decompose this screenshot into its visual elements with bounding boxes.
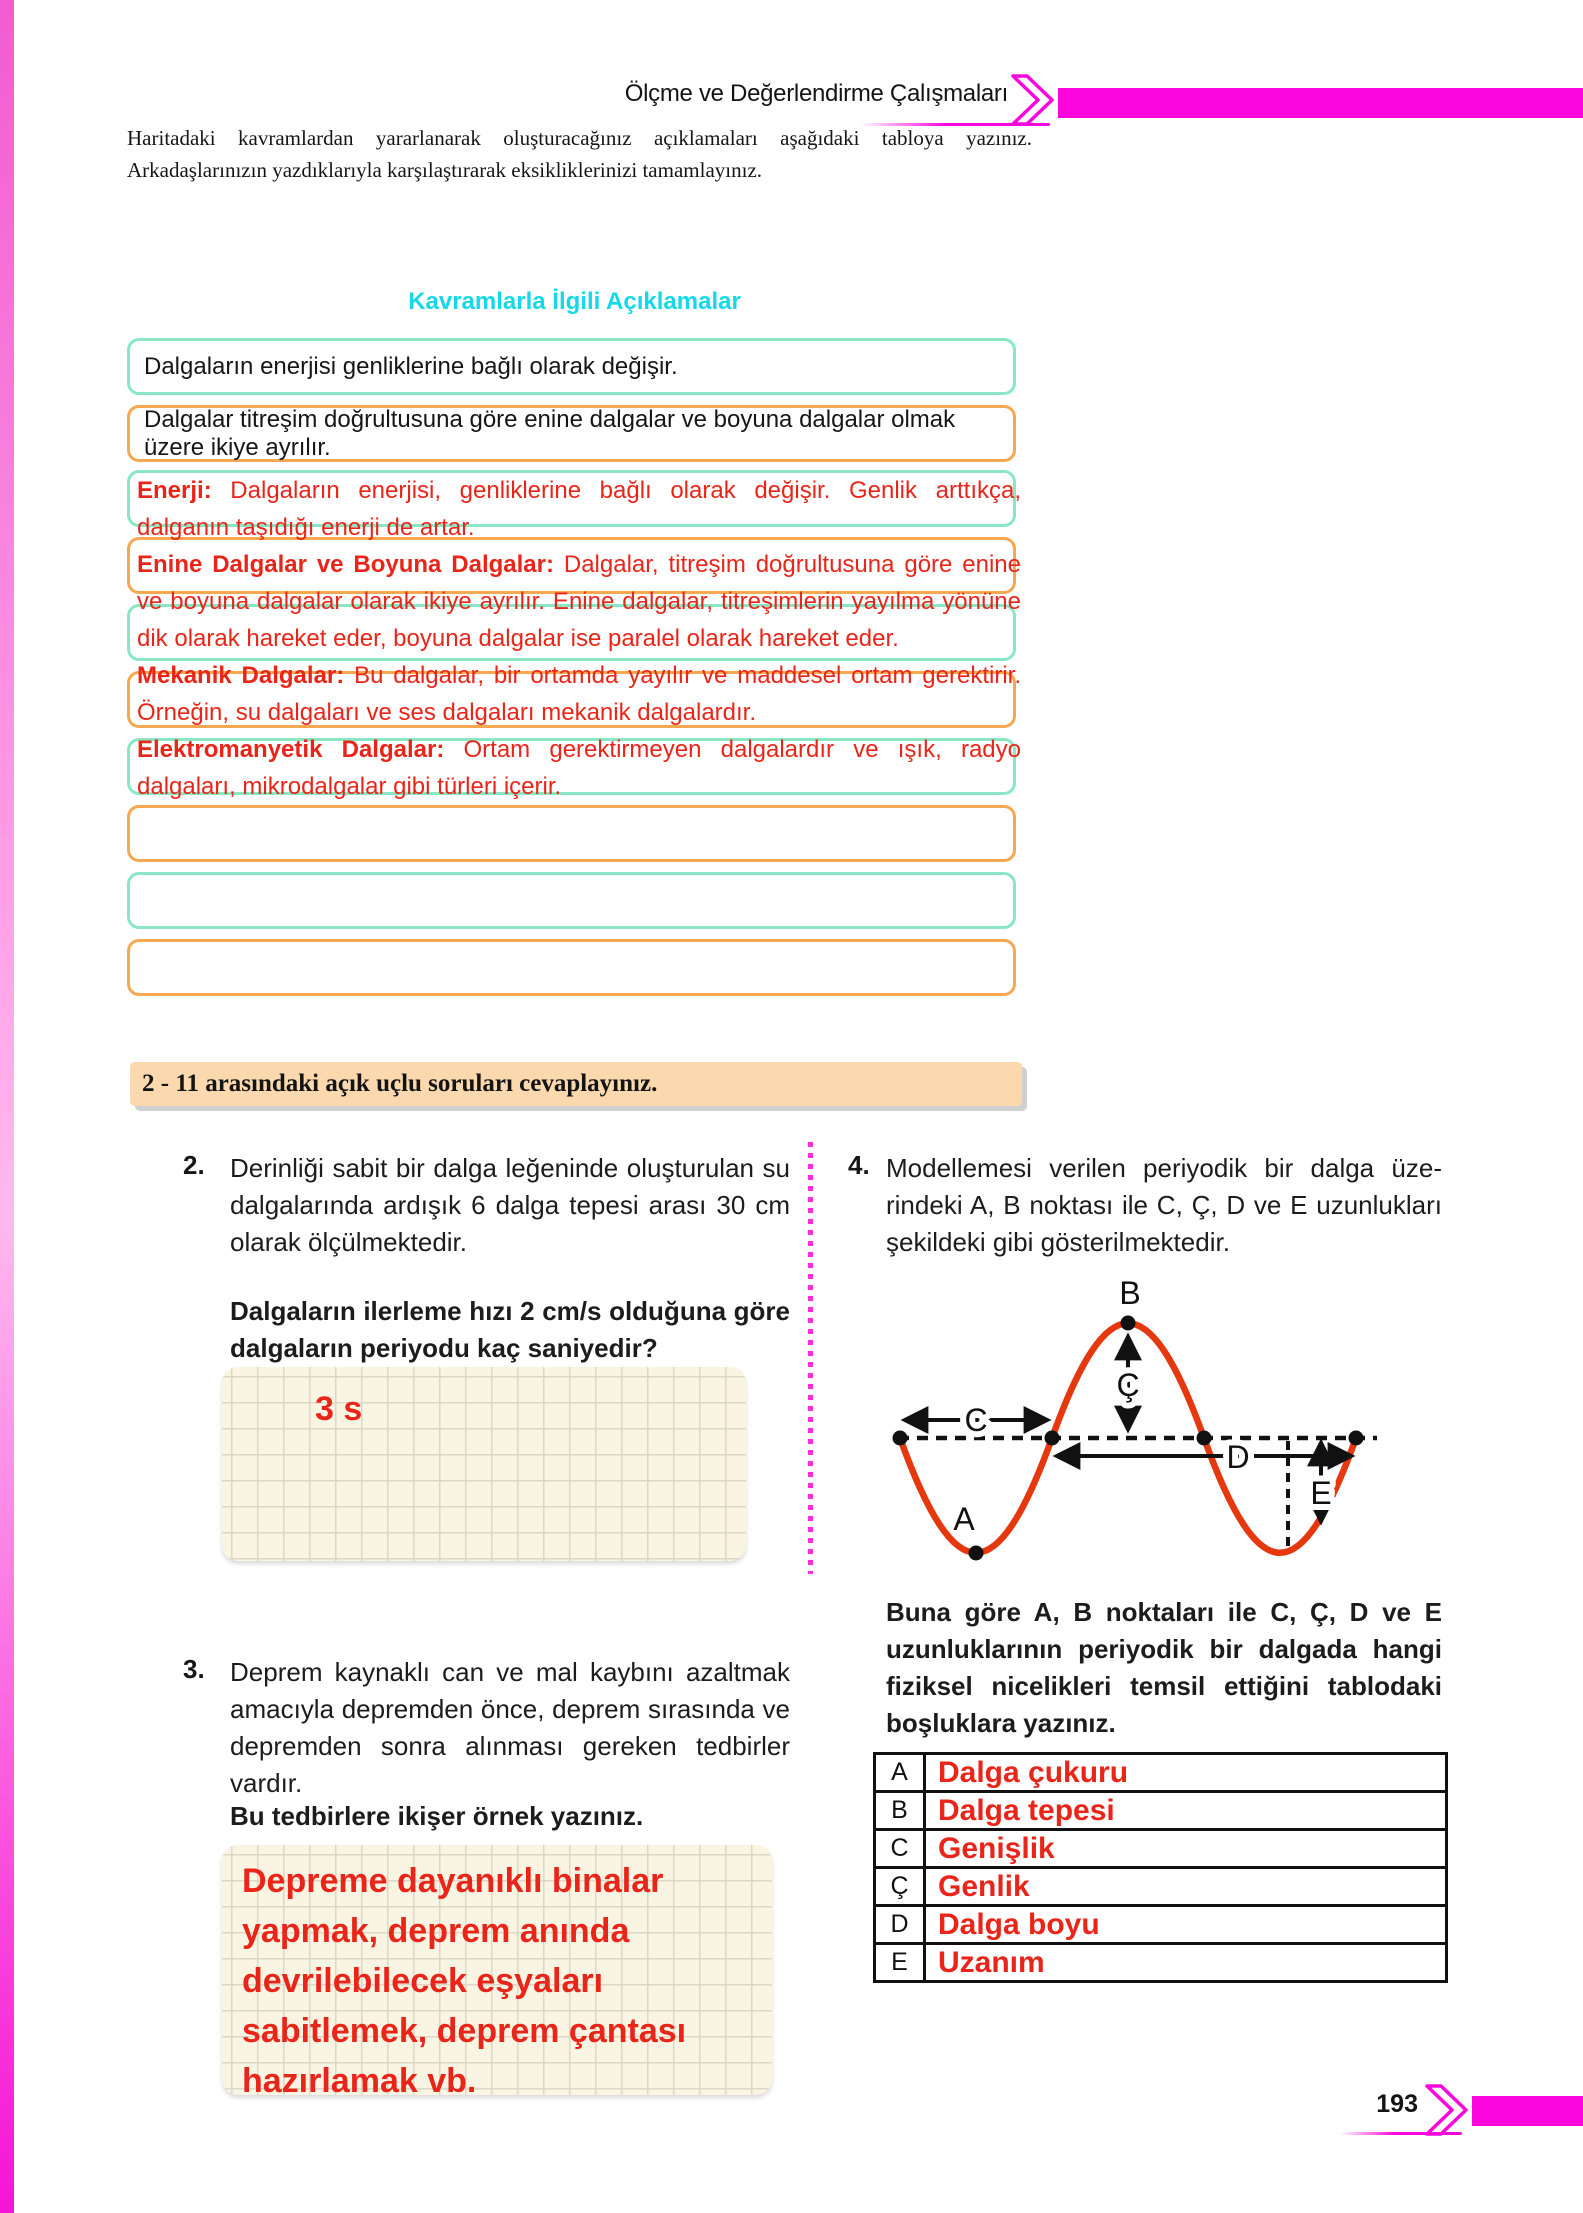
concept-box-9-empty bbox=[127, 872, 1016, 929]
row-key: C bbox=[875, 1830, 925, 1868]
crest-dot-B bbox=[1121, 1316, 1136, 1331]
node-dot bbox=[1349, 1431, 1364, 1446]
question-2-number: 2. bbox=[183, 1150, 205, 1180]
question-4-number: 4. bbox=[848, 1150, 870, 1180]
label-C-cedilla: Ç bbox=[1116, 1367, 1140, 1403]
label-A: A bbox=[953, 1501, 975, 1537]
handwritten-concept-answers bbox=[137, 472, 1021, 805]
question-4-text: Modellemesi verilen periyodik bir dalga üzerindeki A, B noktası ile C, Ç, D ve E uzunlukları şekildeki gibi gösterilmektedir. bbox=[886, 1153, 1442, 1257]
concept-box-8 bbox=[127, 805, 1016, 862]
footer-accent-bar bbox=[1472, 2096, 1583, 2126]
node-dot bbox=[1045, 1431, 1060, 1446]
question-2-prompt: Dalgaların ilerleme hızı 2 cm/s olduğuna göre dalgaların periyodu kaç saniyedir? bbox=[230, 1296, 790, 1363]
table-row bbox=[875, 1868, 1447, 1906]
concept-box-10-empty bbox=[127, 939, 1016, 996]
question-3-answer: Depreme dayanıklı binalar yapmak, deprem anında devrilebilecek eşyaları sabitlemek, deprem çantası hazırlamak vb. bbox=[242, 1862, 687, 2100]
concept-box-2-text: Dalgalar titreşim doğrultusuna göre enine dalgalar ve boyuna dalgalar olmak üzere ikiye ayrılır. bbox=[144, 405, 956, 461]
question-2-text: Derinliği sabit bir dalga leğeninde oluşturulan su dalgalarında ardışık 6 dalga tepesi arası 30 cm olarak ölçülmektedir. bbox=[230, 1153, 790, 1257]
label-B: B bbox=[1119, 1275, 1141, 1311]
section-banner: 2 - 11 arasındaki açık uçlu soruları cevaplayınız. bbox=[130, 1062, 1022, 1106]
row-key: B bbox=[875, 1792, 925, 1830]
left-accent-strip bbox=[0, 0, 14, 2213]
row-key: Ç bbox=[875, 1868, 925, 1906]
question-3-text: Deprem kaynaklı can ve mal kaybını azaltmak amacıyla depremden önce, deprem sırasında ve depremden sonra alınması gereken tedbirler vardır. bbox=[230, 1657, 790, 1798]
row-answer: Genişlik bbox=[925, 1830, 1447, 1868]
trough-dot-A bbox=[969, 1546, 984, 1561]
chevron-right-icon bbox=[1010, 70, 1062, 130]
table-row bbox=[875, 1944, 1447, 1982]
question-2-answer: 3 s bbox=[315, 1390, 363, 1428]
question-4-prompt: Buna göre A, B noktaları ile C, Ç, D ve E uzunluklarının periyodik bir dalgada hangi fiziksel nicelikleri temsil ettiğini tablodaki boşluklara yazınız. bbox=[886, 1597, 1442, 1738]
column-divider bbox=[808, 1142, 813, 1574]
table-row bbox=[875, 1906, 1447, 1944]
handwritten-paragraph: Mekanik Dalgalar: Bu dalgalar, bir ortamda yayılır ve maddesel ortam gerektirir. Örneğin, su dalgaları ve ses dalgaları mekanik dalgalardır. bbox=[137, 662, 1021, 726]
table-row bbox=[875, 1830, 1447, 1868]
row-answer: Genlik bbox=[925, 1868, 1447, 1906]
label-E: E bbox=[1310, 1475, 1332, 1511]
handwritten-paragraph: Enerji: Dalgaların enerjisi, genliklerine bağlı olarak değişir. Genlik arttıkça, dalganın taşıdığı enerji de artar. bbox=[137, 477, 1021, 541]
question-4-answer-table bbox=[873, 1752, 1448, 1983]
header-title: Ölçme ve Değerlendirme Çalışmaları bbox=[624, 80, 1008, 107]
row-answer: Uzanım bbox=[925, 1944, 1447, 1982]
row-key: E bbox=[875, 1944, 925, 1982]
label-D: D bbox=[1226, 1439, 1250, 1475]
row-answer: Dalga boyu bbox=[925, 1906, 1447, 1944]
header-accent-bar bbox=[1058, 88, 1583, 118]
node-dot bbox=[1197, 1431, 1212, 1446]
concept-box-2 bbox=[127, 405, 1016, 462]
question-2-answer-box bbox=[222, 1367, 746, 1561]
handwritten-paragraph: Elektromanyetik Dalgalar: Ortam gerektirmeyen dalgalardır ve ışık, radyo dalgaları, mikrodalgalar gibi türleri içerir. bbox=[137, 736, 1021, 800]
intro-paragraph: Haritadaki kavramlardan yararlanarak oluşturacağınız açıklamaları aşağıdaki tabloya yazınız. Arkadaşlarınızın yazdıklarıyla karşılaştırarak eksikliklerinizi tamamlayınız. bbox=[127, 126, 1032, 182]
label-C: C bbox=[964, 1402, 988, 1438]
table-row bbox=[875, 1792, 1447, 1830]
page-number: 193 bbox=[1376, 2090, 1418, 2118]
table-row bbox=[875, 1754, 1447, 1792]
concepts-title: Kavramlarla İlgili Açıklamalar bbox=[408, 288, 741, 315]
footer-underline bbox=[1340, 2132, 1462, 2135]
chevron-right-icon bbox=[1424, 2080, 1476, 2140]
concept-box-1-text: Dalgaların enerjisi genliklerine bağlı olarak değişir. bbox=[144, 352, 678, 380]
question-3-prompt: Bu tedbirlere ikişer örnek yazınız. bbox=[230, 1801, 644, 1831]
row-answer: Dalga çukuru bbox=[925, 1754, 1447, 1792]
row-key: A bbox=[875, 1754, 925, 1792]
question-3-number: 3. bbox=[183, 1654, 205, 1684]
handwritten-paragraph: Enine Dalgalar ve Boyuna Dalgalar: Dalgalar, titreşim doğrultusuna göre enine ve boyuna dalgalar olarak ikiye ayrılır. Enine dalgalar, titreşimlerin yayılma yönüne dik olarak hareket eder, boyuna dalgalar ise paralel olarak hareket eder. bbox=[137, 551, 1021, 652]
wave-diagram bbox=[880, 1258, 1440, 1578]
row-key: D bbox=[875, 1906, 925, 1944]
row-answer: Dalga tepesi bbox=[925, 1792, 1447, 1830]
node-dot bbox=[893, 1431, 908, 1446]
concept-box-1 bbox=[127, 338, 1016, 395]
